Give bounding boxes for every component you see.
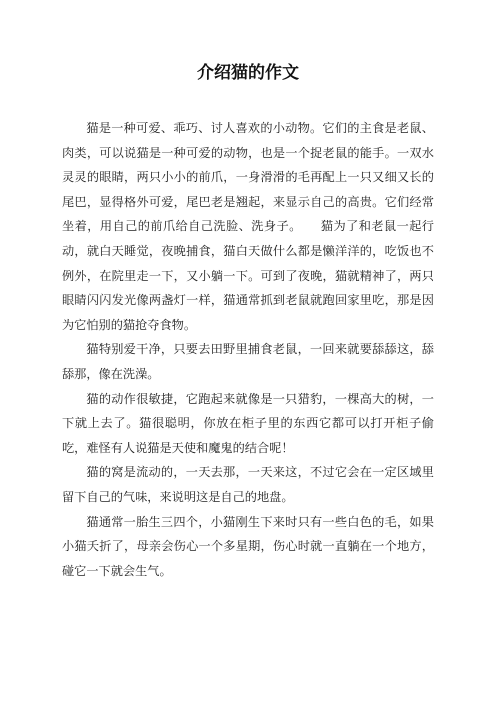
- document-body: [62, 116, 434, 583]
- document-title: 介绍猫的作文: [197, 63, 299, 83]
- paragraph: 猫特别爱干净，只要去田野里捕食老鼠，一回来就要舔舔这，舔舔那，像在洗澡。: [62, 342, 434, 381]
- paragraph: 猫是一种可爱、乖巧、讨人喜欢的小动物。它们的主食是老鼠、肉类，可以说猫是一种可爱的动物，也是一个捉老鼠的能手。一双水灵灵的眼睛，两只小小的前爪，一身滑滑的毛再配上一只又细又长的尾巴，显得格外可爱，尾巴老是翘起，来显示自己的高贵。它们经常坐着，用自己的前爪给自己洗脸、洗身子。 猫为了和老鼠一起行动，就白天睡觉，夜晚捕食，猫白天做什么都是懒洋洋的，吃饭也不例外，在院里走一下，又小躺一下。可到了夜晚，猫就精神了，两只眼睛闪闪发光像两盏灯一样，猫通常抓到老鼠就跑回家里吃，那是因为它怕别的猫抢夺食物。: [62, 121, 434, 332]
- paragraph: 猫的动作很敏捷，它跑起来就像是一只猎豹，一棵高大的树，一下就上去了。猫很聪明，你放在柜子里的东西它都可以打开柜子偷吃，难怪有人说猫是天使和魔鬼的结合呢！: [62, 391, 434, 455]
- paragraph: 猫的窝是流动的，一天去那，一天来这，不过它会在一定区域里留下自己的气味，来说明这是自己的地盘。: [62, 465, 434, 504]
- paragraph: 猫通常一胎生三四个，小猫刚生下来时只有一些白色的毛，如果小猫夭折了，母亲会伤心一个多星期，伤心时就一直躺在一个地方，碰它一下就会生气。: [62, 514, 434, 578]
